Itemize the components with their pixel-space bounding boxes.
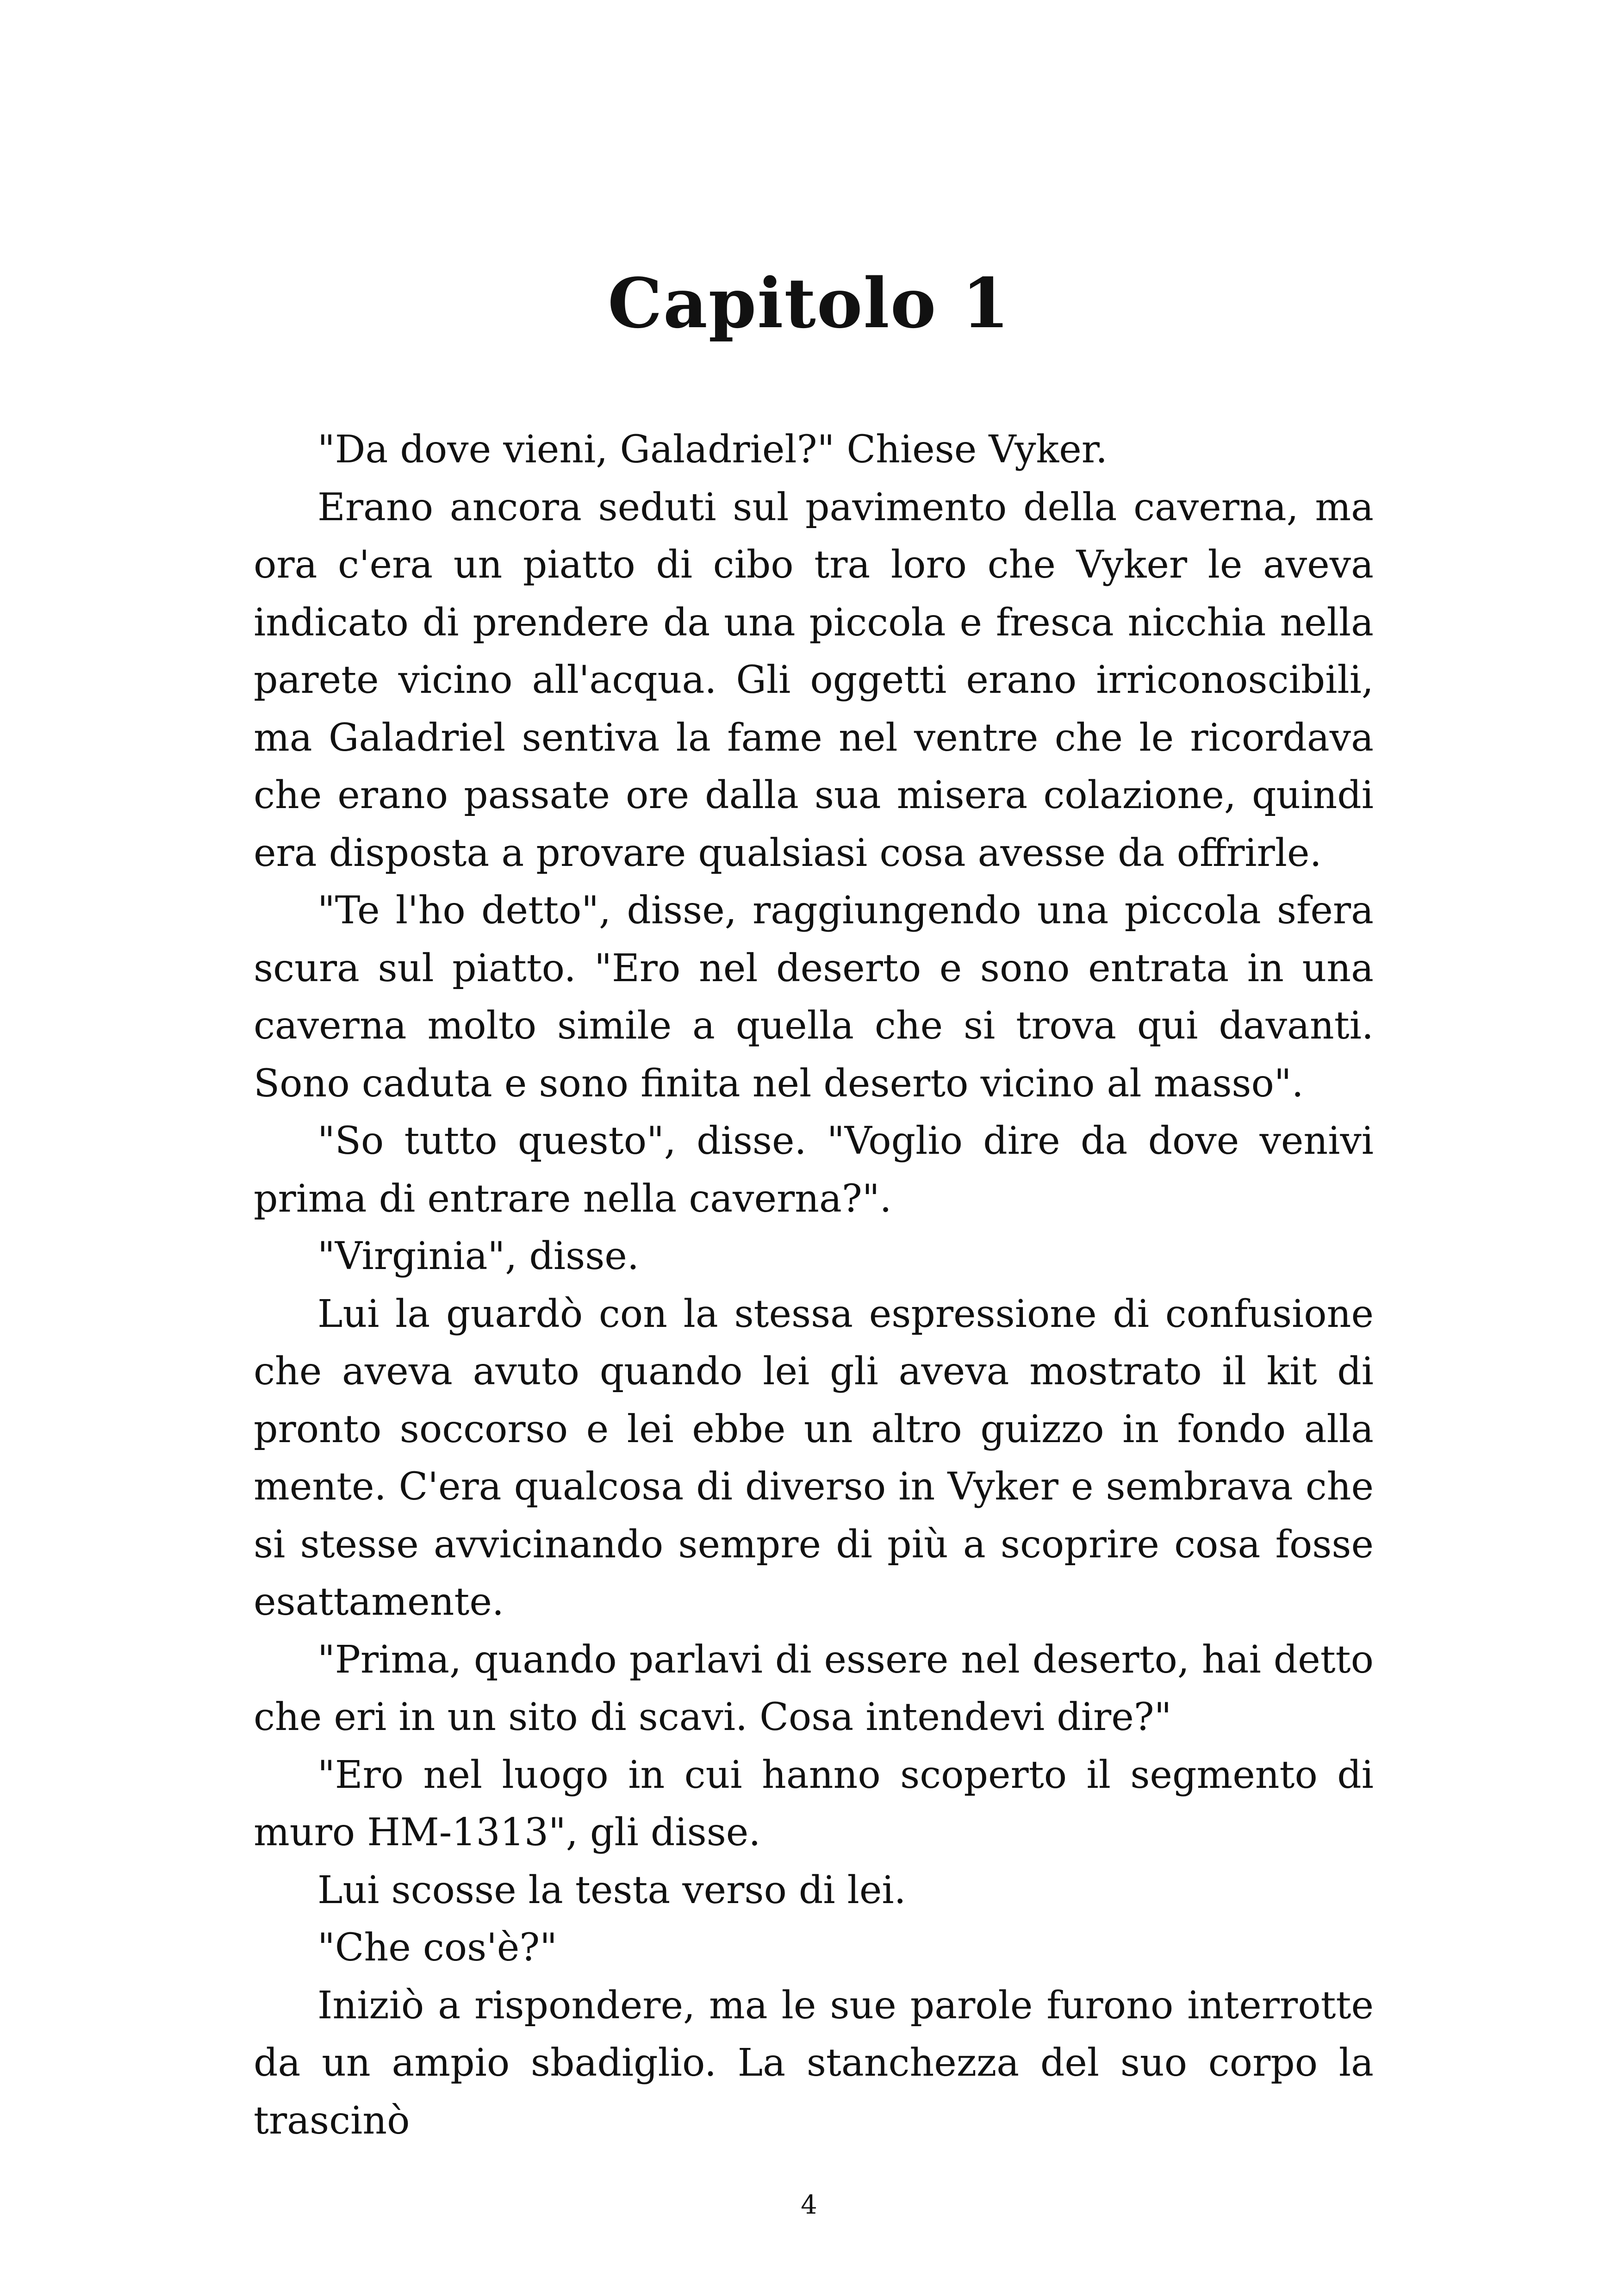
chapter-body [254,421,1374,2150]
paragraph: "Prima, quando parlavi di essere nel deserto, hai detto che eri in un sito di scavi. Cosa intendevi dire?" [254,1637,1374,1739]
paragraph: Lui scosse la testa verso di lei. [317,1868,906,1912]
chapter-title: Capitolo 1 [608,263,1010,343]
paragraph: "Ero nel luogo in cui hanno scoperto il segmento di muro HM-1313", gli disse. [254,1753,1374,1854]
paragraph: "Virginia", disse. [317,1234,639,1278]
page-number: 4 [801,2190,817,2220]
paragraph: "Te l'ho detto", disse, raggiungendo una piccola sfera scura sul piatto. "Ero nel deserto e sono entrata in una caverna molto simile a quella che si trova qui davanti. Sono caduta e sono finita nel deserto vicino al masso". [254,889,1374,1106]
paragraph: Iniziò a rispondere, ma le sue parole furono interrotte da un ampio sbadiglio. La stanchezza del suo corpo la trascinò [254,1983,1374,2143]
paragraph: "Da dove vieni, Galadriel?" Chiese Vyker. [317,428,1108,472]
paragraph: "So tutto questo", disse. "Voglio dire da dove venivi prima di entrare nella caverna?". [254,1119,1374,1221]
paragraph: Lui la guardò con la stessa espressione di confusione che aveva avuto quando lei gli aveva mostrato il kit di pronto soccorso e lei ebbe un altro guizzo in fondo alla mente. C'era qualcosa di diverso in Vyker e sembrava che si stesse avvicinando sempre di più a scoprire cosa fosse esattamente. [254,1292,1374,1624]
paragraph: "Che cos'è?" [317,1926,557,1970]
paragraph: Erano ancora seduti sul pavimento della caverna, ma ora c'era un piatto di cibo tra loro che Vyker le aveva indicato di prendere da una piccola e fresca nicchia nella parete vicino all'acqua. Gli oggetti erano irriconoscibili, ma Galadriel sentiva la fame nel ventre che le ricordava che erano passate ore dalla sua misera colazione, quindi era disposta a provare qualsiasi cosa avesse da offrirle. [254,485,1374,875]
